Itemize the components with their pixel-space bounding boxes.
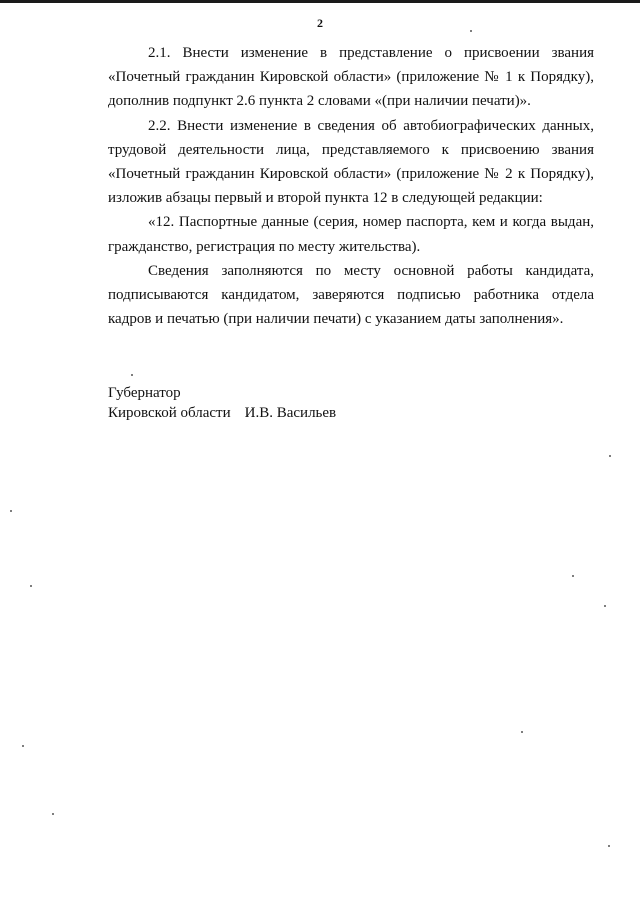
signature-block [108,383,336,423]
paragraph-2-2: 2.2. Внести изменение в сведения об автобиографических данных, трудовой деятельности лица, представляемого к присвоению звания «Почетный гражданин Кировской области» (приложение № 2 к Порядку), изложив абзацы первый и второй пункта 12 в следующей редакции: [108,117,594,207]
paragraph-information: Сведения заполняются по месту основной работы кандидата, подписываются кандидатом, заверяются подписью работника отдела кадров и печатью (при наличии печати) с указанием даты заполнения». [108,262,594,328]
scan-speck [521,731,523,733]
signature-title-line2: Кировской области [108,405,231,421]
scan-speck [131,374,133,376]
scan-speck [10,510,12,512]
scan-speck [572,575,574,577]
top-border-line [0,0,640,3]
scan-speck [52,813,54,815]
page-number: 2 [317,16,323,30]
scan-speck [30,585,32,587]
signature-title-line2-row [108,403,336,423]
scan-speck [470,30,472,32]
document-body [108,41,594,331]
scan-speck [609,455,611,457]
signature-title-line1: Губернатор [108,385,181,401]
scan-speck [22,745,24,747]
scan-speck [604,605,606,607]
paragraph-2-1: 2.1. Внести изменение в представление о присвоении звания «Почетный гражданин Кировской области» (приложение № 1 к Порядку), дополнив подпункт 2.6 пункта 2 словами «(при наличии печати)». [108,45,594,110]
signature-name: И.В. Васильев [244,405,337,421]
scan-speck [608,845,610,847]
paragraph-12-quote: «12. Паспортные данные (серия, номер паспорта, кем и когда выдан, гражданство, регистрация по месту жительства). [108,214,594,255]
